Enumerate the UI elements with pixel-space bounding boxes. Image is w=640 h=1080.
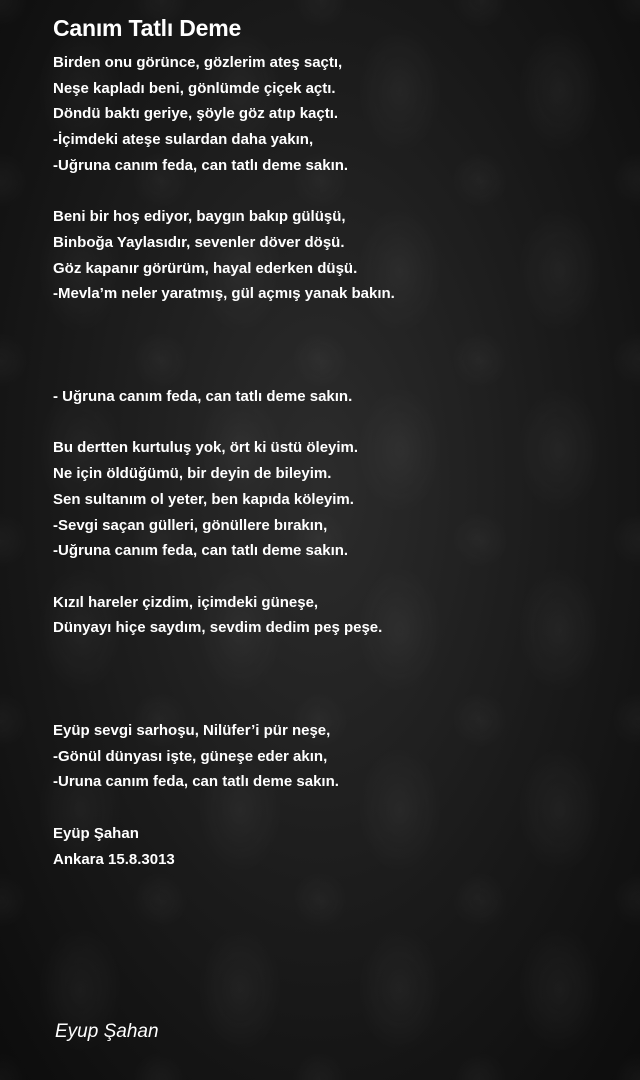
poem-line: Neşe kapladı beni, gönlümde çiçek açtı. (53, 79, 336, 97)
poem-line: Göz kapanır görürüm, hayal ederken düşü. (53, 259, 358, 277)
poem-line: -Uğruna canım feda, can tatlı deme sakın. (53, 156, 349, 174)
poem-line: -İçimdeki ateşe sulardan daha yakın, (53, 131, 314, 149)
poem-line: Beni bir hoş ediyor, baygın bakıp gülüşü, (53, 208, 346, 226)
poem-line: -Sevgi saçan gülleri, gönüllere bırakın, (53, 516, 328, 534)
stanza-5 (53, 590, 613, 641)
poem-line: Sen sultanım ol yeter, ben kapıda köleyim. (53, 490, 354, 508)
poem-line: -Uruna canım feda, can tatlı deme sakın. (53, 773, 339, 791)
poem-credit (53, 821, 613, 872)
stanza-4 (53, 435, 613, 564)
poem-line: -Gönül dünyası işte, güneşe eder akın, (53, 747, 328, 765)
poem-line: Eyüp sevgi sarhoşu, Nilüfer’i pür neşe, (53, 722, 331, 740)
poem-line: Birden onu görünce, gözlerim ateş saçtı, (53, 54, 343, 71)
credit-place-date: Ankara 15.8.3013 (53, 850, 175, 868)
poem-line: Döndü baktı geriye, şöyle göz atıp kaçtı. (53, 105, 339, 123)
stanza-gap (53, 179, 613, 205)
poem-body (53, 50, 613, 872)
poem-line: - Uğruna canım feda, can tatlı deme sakın. (53, 388, 353, 406)
credit-author: Eyüp Şahan (53, 824, 139, 842)
stanza-gap (53, 795, 613, 821)
stanza-2 (53, 204, 613, 307)
stanza-gap (53, 307, 613, 384)
poem-line: Ne için öldüğümü, bir deyin de bileyim. (53, 465, 332, 483)
poem-line: -Mevla’m neler yaratmış, gül açmış yanak bakın. (53, 285, 395, 303)
poem-line: -Uğruna canım feda, can tatlı deme sakın. (53, 542, 349, 560)
stanza-6 (53, 718, 613, 795)
poem-line: Dünyayı hiçe saydım, sevdim dedim peş peşe. (53, 619, 383, 637)
poem-line: Binboğa Yaylasıdır, sevenler döver döşü. (53, 233, 345, 251)
stanza-gap (53, 564, 613, 590)
stanza-3 (53, 384, 613, 410)
stanza-gap (53, 641, 613, 718)
poem-line: Bu dertten kurtuluş yok, ört ki üstü öleyim. (53, 439, 359, 457)
stanza-1 (53, 50, 613, 179)
poem-line: Kızıl hareler çizdim, içimdeki güneşe, (53, 593, 319, 611)
author-signature: Eyup Şahan (55, 1021, 159, 1042)
poem-title: Canım Tatlı Deme (53, 15, 242, 41)
stanza-gap (53, 410, 613, 436)
